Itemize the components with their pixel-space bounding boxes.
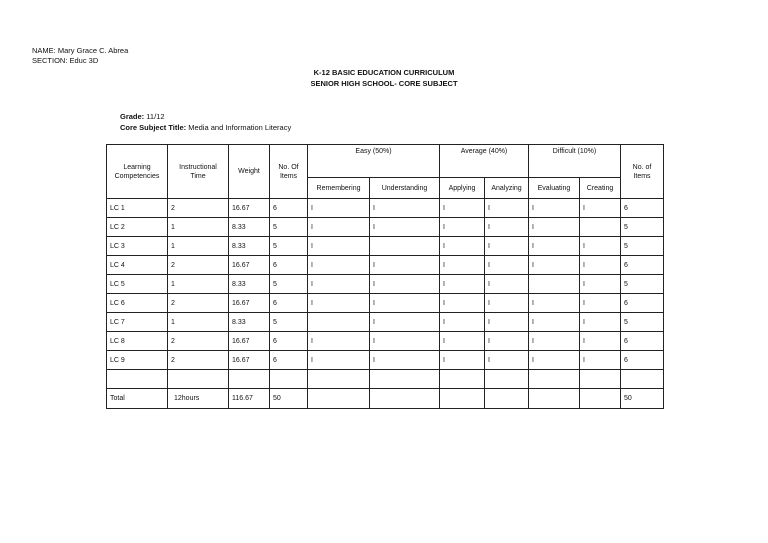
cell-evaluating	[529, 389, 580, 409]
cell-total-items: 5	[621, 237, 664, 256]
cell-evaluating: I	[529, 332, 580, 351]
cell-remembering	[308, 313, 370, 332]
grade-label: Grade:	[120, 112, 145, 121]
cell-lc: LC 3	[107, 237, 168, 256]
cell-lc: LC 9	[107, 351, 168, 370]
cell-lc: LC 2	[107, 218, 168, 237]
cell-total-items	[621, 370, 664, 389]
cell-remembering: I	[308, 199, 370, 218]
cell-analyzing: I	[485, 218, 529, 237]
cell-analyzing: I	[485, 256, 529, 275]
cell-creating: I	[580, 294, 621, 313]
cell-time: 1	[168, 275, 229, 294]
cell-items: 50	[270, 389, 308, 409]
cell-lc: LC 7	[107, 313, 168, 332]
cell-understanding	[370, 237, 440, 256]
cell-total-items: 5	[621, 218, 664, 237]
cell-applying: I	[440, 351, 485, 370]
cell-creating	[580, 370, 621, 389]
cell-weight: 16.67	[229, 294, 270, 313]
cell-creating: I	[580, 256, 621, 275]
cell-analyzing: I	[485, 294, 529, 313]
table-row	[107, 313, 664, 332]
grade-value: 11/12	[146, 112, 165, 121]
cell-total-items: 50	[621, 389, 664, 409]
table-row	[107, 294, 664, 313]
cell-evaluating: I	[529, 313, 580, 332]
cell-items: 6	[270, 256, 308, 275]
cell-understanding: I	[370, 275, 440, 294]
table-row	[107, 256, 664, 275]
cell-applying	[440, 389, 485, 409]
cell-analyzing	[485, 370, 529, 389]
cell-analyzing: I	[485, 313, 529, 332]
cell-remembering: I	[308, 332, 370, 351]
cell-time: 12hours	[168, 389, 229, 409]
total-row	[107, 389, 664, 409]
cell-items: 6	[270, 332, 308, 351]
table-row	[107, 218, 664, 237]
cell-remembering	[308, 370, 370, 389]
cell-weight: 16.67	[229, 351, 270, 370]
cell-evaluating: I	[529, 256, 580, 275]
cell-creating: I	[580, 332, 621, 351]
cell-understanding: I	[370, 351, 440, 370]
header-creating: Creating	[580, 178, 621, 199]
cell-total-items: 5	[621, 275, 664, 294]
cell-remembering: I	[308, 275, 370, 294]
cell-applying: I	[440, 218, 485, 237]
table-row	[107, 199, 664, 218]
cell-understanding: I	[370, 256, 440, 275]
cell-evaluating: I	[529, 294, 580, 313]
cell-evaluating	[529, 370, 580, 389]
cell-understanding: I	[370, 199, 440, 218]
cell-remembering: I	[308, 256, 370, 275]
cell-items: 5	[270, 313, 308, 332]
cell-total-items: 6	[621, 351, 664, 370]
header-difficult: Difficult (10%)	[529, 145, 621, 178]
cell-weight: 8.33	[229, 275, 270, 294]
cell-weight: 16.67	[229, 199, 270, 218]
cell-total-items: 6	[621, 332, 664, 351]
cell-total-items: 6	[621, 294, 664, 313]
cell-time: 2	[168, 351, 229, 370]
cell-evaluating: I	[529, 237, 580, 256]
header-analyzing: Analyzing	[485, 178, 529, 199]
cell-understanding	[370, 389, 440, 409]
cell-time: 2	[168, 294, 229, 313]
cell-creating: I	[580, 275, 621, 294]
cell-time: 1	[168, 218, 229, 237]
subject-value: Media and Information Literacy	[188, 123, 292, 132]
cell-lc: LC 1	[107, 199, 168, 218]
cell-weight: 116.67	[229, 389, 270, 409]
cell-weight: 8.33	[229, 237, 270, 256]
header-learning-competencies: Learning Competencies	[107, 145, 168, 199]
cell-remembering: I	[308, 294, 370, 313]
cell-analyzing: I	[485, 199, 529, 218]
cell-creating	[580, 218, 621, 237]
cell-evaluating: I	[529, 351, 580, 370]
header-evaluating: Evaluating	[529, 178, 580, 199]
header-easy: Easy (50%)	[308, 145, 440, 178]
header-weight: Weight	[229, 145, 270, 199]
cell-lc	[107, 370, 168, 389]
cell-total-items: 5	[621, 313, 664, 332]
cell-understanding: I	[370, 294, 440, 313]
cell-items: 5	[270, 237, 308, 256]
cell-analyzing	[485, 389, 529, 409]
cell-items: 6	[270, 294, 308, 313]
cell-understanding: I	[370, 313, 440, 332]
student-section: SECTION: Educ 3D	[32, 56, 99, 65]
cell-weight: 16.67	[229, 256, 270, 275]
cell-weight: 16.67	[229, 332, 270, 351]
cell-weight: 8.33	[229, 218, 270, 237]
cell-evaluating: I	[529, 218, 580, 237]
cell-analyzing: I	[485, 351, 529, 370]
cell-applying: I	[440, 256, 485, 275]
subject-label: Core Subject Title:	[120, 123, 187, 132]
cell-analyzing: I	[485, 237, 529, 256]
cell-total-items: 6	[621, 256, 664, 275]
table-row	[107, 275, 664, 294]
cell-time: 1	[168, 313, 229, 332]
cell-creating: I	[580, 351, 621, 370]
cell-weight	[229, 370, 270, 389]
grade-line	[120, 112, 165, 122]
table-row	[107, 351, 664, 370]
cell-remembering: I	[308, 351, 370, 370]
cell-creating: I	[580, 313, 621, 332]
cell-items: 6	[270, 351, 308, 370]
cell-creating: I	[580, 199, 621, 218]
cell-items: 5	[270, 218, 308, 237]
cell-evaluating	[529, 275, 580, 294]
cell-time: 2	[168, 199, 229, 218]
cell-items: 6	[270, 199, 308, 218]
header-remembering: Remembering	[308, 178, 370, 199]
student-name: NAME: Mary Grace C. Abrea	[32, 46, 129, 55]
cell-lc: Total	[107, 389, 168, 409]
header-average: Average (40%)	[440, 145, 529, 178]
table-of-specification	[106, 144, 664, 409]
cell-time	[168, 370, 229, 389]
cell-lc: LC 6	[107, 294, 168, 313]
header-applying: Applying	[440, 178, 485, 199]
cell-remembering	[308, 389, 370, 409]
cell-items: 5	[270, 275, 308, 294]
cell-time: 2	[168, 332, 229, 351]
cell-applying: I	[440, 294, 485, 313]
cell-remembering: I	[308, 237, 370, 256]
cell-lc: LC 5	[107, 275, 168, 294]
cell-remembering: I	[308, 218, 370, 237]
header-no-of-items: No. Of Items	[270, 145, 308, 199]
cell-understanding: I	[370, 218, 440, 237]
cell-applying: I	[440, 237, 485, 256]
subject-line	[120, 123, 291, 133]
cell-applying	[440, 370, 485, 389]
cell-weight: 8.33	[229, 313, 270, 332]
cell-total-items: 6	[621, 199, 664, 218]
header-understanding: Understanding	[370, 178, 440, 199]
cell-applying: I	[440, 275, 485, 294]
document-subtitle: SENIOR HIGH SCHOOL- CORE SUBJECT	[310, 79, 458, 88]
document-title: K-12 BASIC EDUCATION CURRICULUM	[313, 68, 455, 77]
cell-applying: I	[440, 332, 485, 351]
cell-evaluating: I	[529, 199, 580, 218]
header-instructional-time: Instructional Time	[168, 145, 229, 199]
cell-applying: I	[440, 313, 485, 332]
cell-lc: LC 8	[107, 332, 168, 351]
cell-items	[270, 370, 308, 389]
cell-understanding: I	[370, 332, 440, 351]
cell-analyzing: I	[485, 275, 529, 294]
cell-understanding	[370, 370, 440, 389]
cell-time: 2	[168, 256, 229, 275]
cell-applying: I	[440, 199, 485, 218]
cell-analyzing: I	[485, 332, 529, 351]
cell-lc: LC 4	[107, 256, 168, 275]
cell-creating	[580, 389, 621, 409]
table-row	[107, 237, 664, 256]
cell-creating: I	[580, 237, 621, 256]
table-body	[107, 199, 664, 409]
cell-time: 1	[168, 237, 229, 256]
header-total-items: No. of Items	[621, 145, 664, 199]
table-row	[107, 370, 664, 389]
table-row	[107, 332, 664, 351]
